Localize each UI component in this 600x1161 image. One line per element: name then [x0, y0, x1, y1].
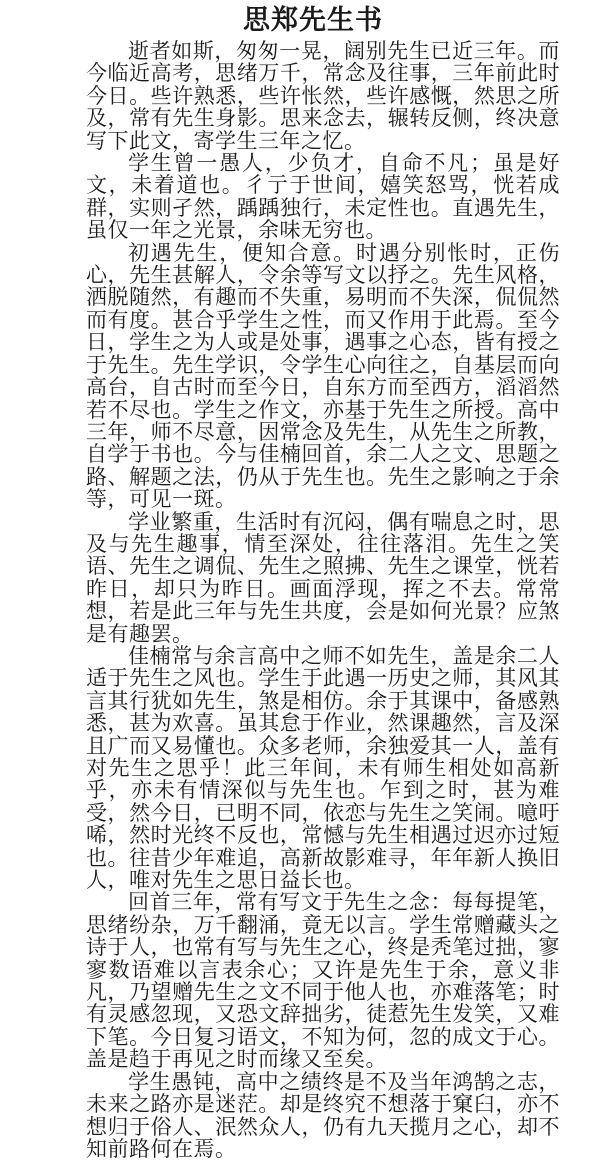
paragraph-5: 佳楠常与余言高中之师不如先生，盖是余二人适于先生之风也。学生于此遇一历史之师，其风其言其行犹如先生，煞是相仿。余于其课中，备感熟悉，甚为欢喜。虽其怠于作业，然课趣然，言及深且广而又易懂也。众多老师，余独爱其一人，盖有对先生之思乎！此三年间，未有师生相处如高新乎，亦未有情深似与先生也。乍到之时，甚为难受，然今日，已明不同，依恋与先生之笑闹。噫吁唏，然时光终不反也，常憾与先生相遇过迟亦过短也。往昔少年难追，高新故影难寻，年年新人换旧人，唯对先生之思日益长也。	[86, 643, 560, 893]
document-title: 思郑先生书	[243, 5, 383, 36]
paragraph-4: 学业繁重，生活时有沉闷，偶有喘息之时，思及与先生趣事，情至深处，往往落泪。先生之笑语、先生之调侃、先生之照拂、先生之课堂，恍若昨日，却只为昨日。画面浮现，挥之不去。常常想，若是此三年与先生共度，会是如何光景？应煞是有趣罢。	[86, 509, 560, 646]
paragraph-3: 初遇先生，便知合意。时遇分别怅时，正伤心，先生甚解人，令余等写文以抒之。先生风格，洒脱随然，有趣而不失重，易明而不失深，侃侃然而有度。甚合乎学生之性，而又作用于此焉。至今日，学生之为人或是处事，遇事之心态，皆有授之于先生。先生学识，令学生心向往之，自基层而向高台，自古时而至今日，自东方而至西方，滔滔然若不尽也。学生之作文，亦基于先生之所授。高中三年，师不尽意，因常念及先生，从先生之所教，自学于书也。今与佳楠回首，余二人之文、思题之路、解题之法，仍从于先生也。先生之影响之于余等，可见一斑。	[86, 240, 560, 512]
paragraph-7: 学生愚钝，高中之绩终是不及当年鸿鹄之志，未来之路亦是迷茫。却是终究不想落于窠臼，亦不想归于俗人、泯然众人，仍有九天揽月之心，却不知前路何在焉。	[86, 1069, 560, 1161]
paragraph-1: 逝者如斯，匆匆一晃，阔别先生已近三年。而今临近高考，思绪万千，常念及往事，三年前此时今日。些许熟悉，些许怅然，些许感慨，然思之所及，常有先生身影。思来念去，辗转反侧，终决意写下此文，寄学生三年之忆。	[86, 39, 560, 153]
paragraph-6: 回首三年，常有写文于先生之念：每每提笔，思绪纷杂，万千翻涌，竟无以言。学生常赠藏头之诗于人，也常有写与先生之心，终是秃笔过拙，寥寥数语难以言表余心；又许是先生于余，意义非凡，乃望赠先生之文不同于他人也，亦难落笔；时有灵感忽现，又恐文辞拙劣，徒惹先生发笑，又难下笔。今日复习语文，不知为何，忽的成文于心。盖是趋于再见之时而缘又至矣。	[86, 890, 560, 1072]
paragraph-2: 学生曾一愚人，少负才，自命不凡；虽是好文，未着道也。彳亍于世间，嬉笑怒骂，恍若成群，实则孑然，踽踽独行，未定性也。直遇先生，虽仅一年之光景，余味无穷也。	[86, 151, 560, 243]
